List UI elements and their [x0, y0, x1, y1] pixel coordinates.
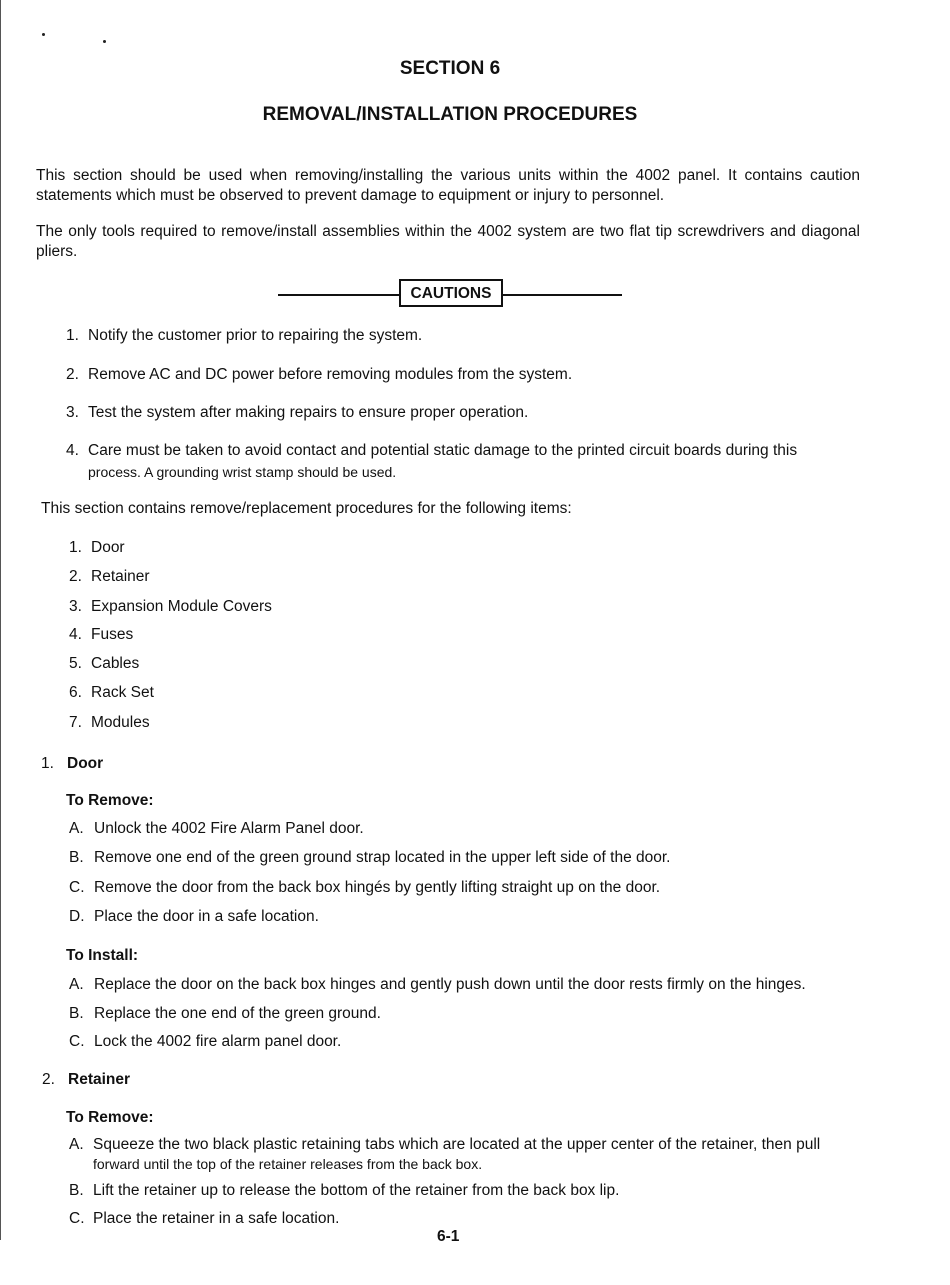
cautions-label: CAUTIONS	[399, 279, 503, 307]
contents-text: Modules	[91, 714, 150, 731]
caution-text: Care must be taken to avoid contact and potential static damage to the printed circuit boards during this	[88, 442, 798, 459]
caution-text-continued: process. A grounding wrist stamp should be used.	[88, 464, 397, 480]
contents-item	[69, 567, 150, 587]
step-text: Remove the door from the back box hingés by gently lifting straight up on the door.	[94, 879, 661, 896]
caution-item	[66, 403, 528, 423]
contents-item	[69, 625, 133, 645]
door-remove-step	[69, 878, 660, 898]
cautions-rule-left	[278, 294, 399, 296]
step-letter: A.	[69, 820, 84, 837]
caution-number: 1.	[66, 327, 79, 344]
step-text: Lock the 4002 fire alarm panel door.	[94, 1033, 342, 1050]
step-text: Place the retainer in a safe location.	[93, 1210, 340, 1227]
step-letter: A.	[69, 976, 84, 993]
step-text: Squeeze the two black plastic retaining tabs which are located at the upper center of the retainer, then pull	[93, 1136, 821, 1153]
retainer-remove-step	[69, 1135, 820, 1155]
step-letter: B.	[69, 1005, 84, 1022]
door-install-heading: To Install:	[66, 947, 139, 964]
step-letter: B.	[69, 849, 84, 866]
contents-item	[69, 538, 125, 558]
contents-number: 5.	[69, 655, 82, 672]
door-remove-step	[69, 848, 670, 868]
step-text: Unlock the 4002 Fire Alarm Panel door.	[94, 820, 364, 837]
intro-paragraph-2: The only tools required to remove/install assemblies within the 4002 system are two flat tip screwdrivers and diagonal pliers.	[36, 223, 860, 260]
caution-item	[66, 365, 572, 385]
step-letter: C.	[69, 1033, 85, 1050]
speck-mark	[103, 40, 106, 43]
page-edge-rule	[0, 0, 1, 1240]
door-section-title: Door	[67, 755, 104, 772]
step-text: Remove one end of the green ground strap located in the upper left side of the door.	[94, 849, 671, 866]
contents-text: Retainer	[91, 568, 150, 585]
contents-lead: This section contains remove/replacement procedures for the following items:	[41, 500, 572, 517]
contents-item	[69, 654, 139, 674]
contents-number: 6.	[69, 684, 82, 701]
caution-text: Test the system after making repairs to ensure proper operation.	[88, 404, 529, 421]
contents-text: Door	[91, 539, 125, 556]
step-text: Replace the door on the back box hinges and gently push down until the door rests firmly on the hinges.	[94, 976, 806, 993]
speck-mark	[42, 33, 45, 36]
page-title: REMOVAL/INSTALLATION PROCEDURES	[262, 104, 638, 125]
caution-number: 2.	[66, 366, 79, 383]
caution-number: 4.	[66, 442, 79, 459]
door-section-number: 1.	[41, 755, 54, 772]
door-install-step	[69, 1032, 341, 1052]
caution-text: Notify the customer prior to repairing the system.	[88, 327, 423, 344]
door-remove-heading: To Remove:	[66, 792, 154, 809]
step-text: Lift the retainer up to release the bottom of the retainer from the back box lip.	[93, 1182, 620, 1199]
contents-number: 1.	[69, 539, 82, 556]
caution-item	[66, 441, 797, 461]
contents-item	[69, 597, 272, 617]
contents-text: Rack Set	[91, 684, 154, 701]
intro-paragraph-1: This section should be used when removing/installing the various units within the 4002 panel. It contains caution statements which must be observed to prevent damage to equipment or injury to personnel.	[36, 167, 860, 204]
door-remove-step	[69, 907, 319, 927]
door-install-step	[69, 1004, 381, 1024]
retainer-section-heading	[42, 1070, 130, 1090]
caution-number: 3.	[66, 404, 79, 421]
step-letter: B.	[69, 1182, 84, 1199]
step-letter: A.	[69, 1136, 84, 1153]
step-text: Replace the one end of the green ground.	[94, 1005, 381, 1022]
caution-item	[66, 326, 422, 346]
door-remove-step	[69, 819, 364, 839]
section-heading: SECTION 6	[399, 58, 501, 79]
contents-number: 4.	[69, 626, 82, 643]
retainer-remove-step	[69, 1181, 619, 1201]
retainer-section-number: 2.	[42, 1071, 55, 1088]
door-install-step	[69, 975, 806, 995]
contents-text: Cables	[91, 655, 140, 672]
contents-item	[69, 683, 154, 703]
step-text: Place the door in a safe location.	[94, 908, 319, 925]
contents-item	[69, 713, 150, 733]
caution-text: Remove AC and DC power before removing modules from the system.	[88, 366, 573, 383]
step-letter: D.	[69, 908, 85, 925]
contents-number: 3.	[69, 598, 82, 615]
page-number: 6-1	[437, 1228, 460, 1245]
door-section-heading	[41, 754, 103, 774]
cautions-rule-right	[503, 294, 622, 296]
contents-text: Expansion Module Covers	[91, 598, 272, 615]
retainer-remove-heading: To Remove:	[66, 1109, 154, 1126]
contents-number: 7.	[69, 714, 82, 731]
contents-number: 2.	[69, 568, 82, 585]
retainer-section-title: Retainer	[68, 1071, 131, 1088]
step-text-continued: forward until the top of the retainer releases from the back box.	[93, 1156, 483, 1172]
step-letter: C.	[69, 1210, 85, 1227]
retainer-remove-step	[69, 1209, 339, 1229]
contents-text: Fuses	[91, 626, 134, 643]
step-letter: C.	[69, 879, 85, 896]
